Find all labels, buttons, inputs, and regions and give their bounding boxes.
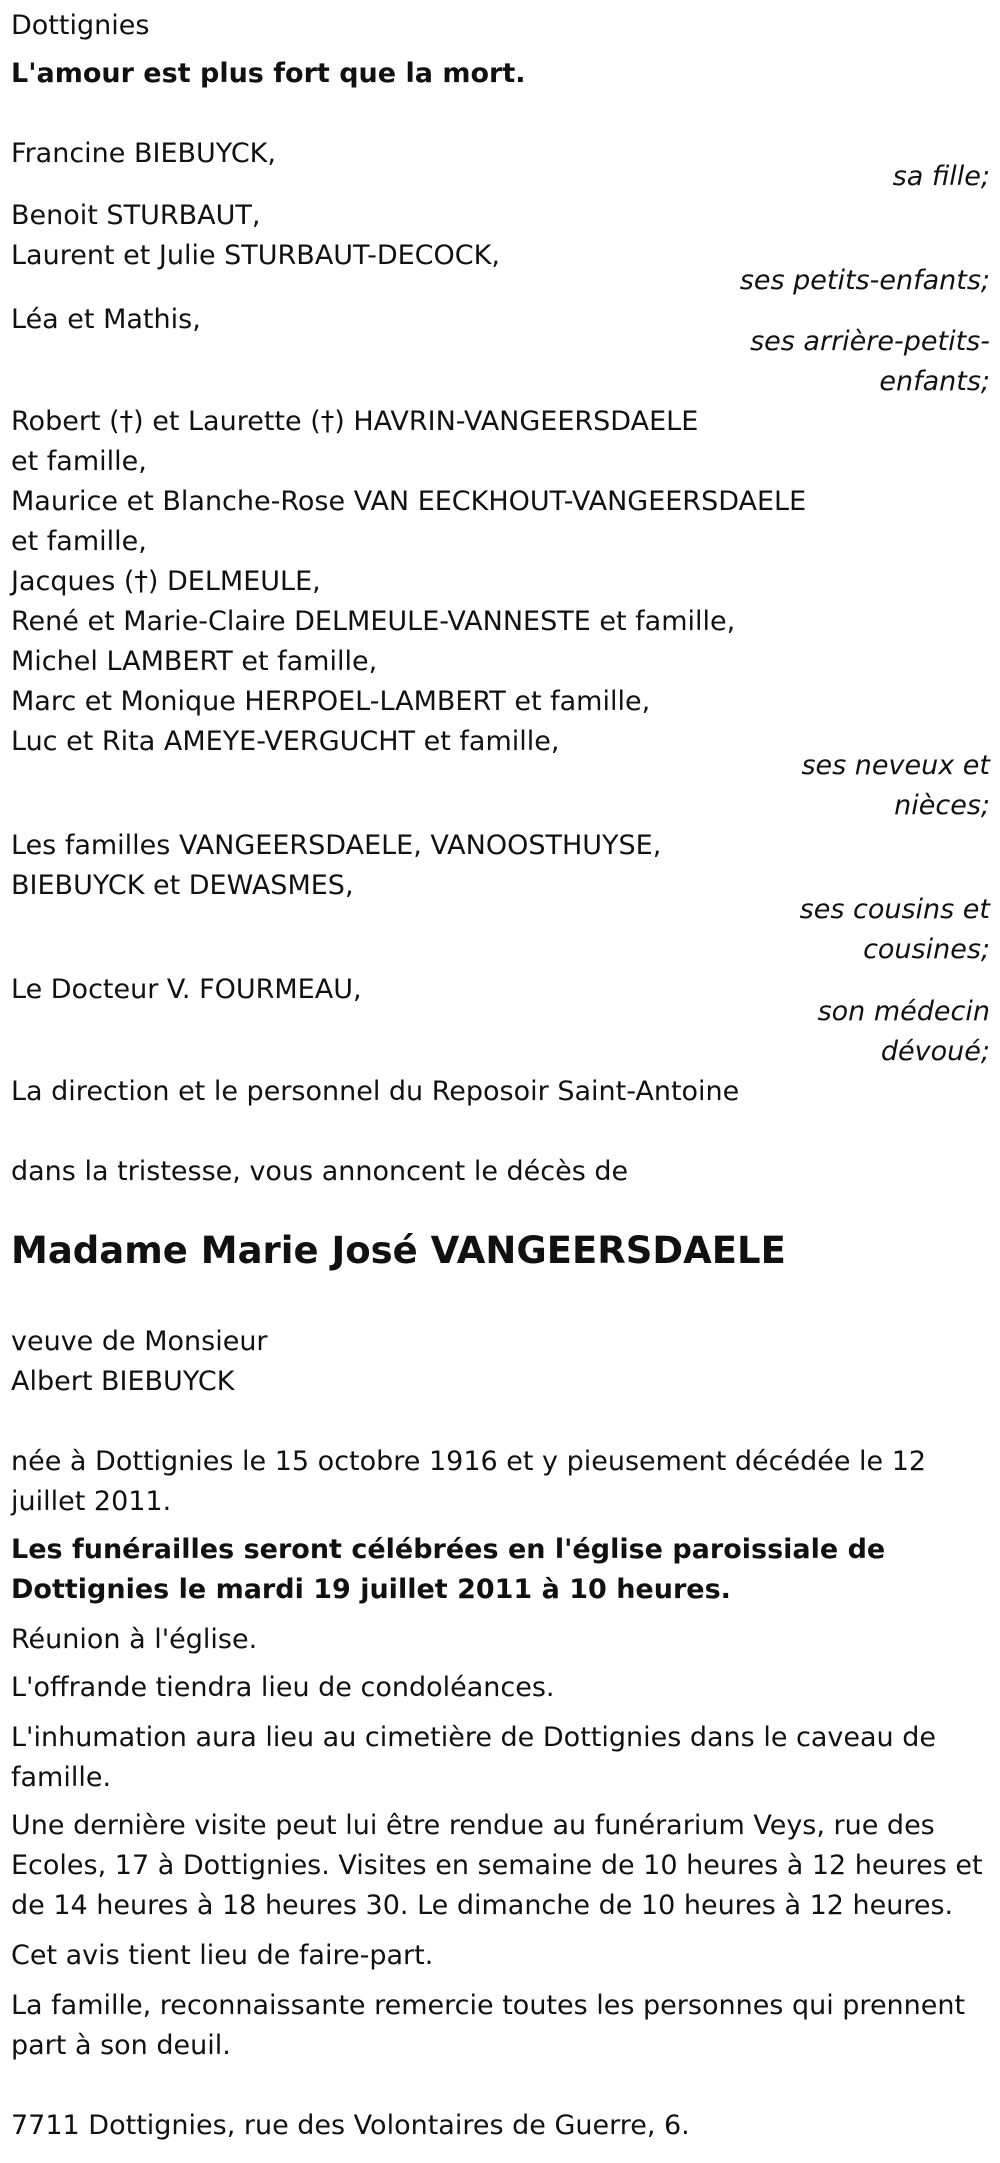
great-grandchildren-name: Léa et Mathis,: [11, 304, 201, 335]
grandchild-name: Benoit STURBAUT,: [11, 200, 261, 231]
doctor-role-line: son médecin: [817, 996, 990, 1027]
nephew-line: et famille,: [11, 446, 147, 477]
cousins-role-line: cousines;: [863, 934, 990, 965]
cousins-role-line: ses cousins et: [799, 894, 990, 925]
nephews-role-line: ses neveux et: [801, 750, 990, 781]
nephew-line: René et Marie-Claire DELMEULE-VANNESTE et famille,: [11, 606, 736, 637]
announcement-intro: dans la tristesse, vous annoncent le décès de: [11, 1156, 629, 1187]
great-grandchildren-role-line: ses arrière-petits-: [750, 326, 990, 357]
motto: L'amour est plus fort que la mort.: [11, 58, 526, 89]
doctor-name: Le Docteur V. FOURMEAU,: [11, 974, 362, 1005]
nephew-line: Luc et Rita AMEYE-VERGUCHT et famille,: [11, 726, 560, 757]
great-grandchildren-role-line: enfants;: [879, 366, 990, 397]
daughter-role: sa fille;: [892, 161, 990, 192]
widow-line: veuve de Monsieur: [11, 1326, 268, 1357]
cousins-line: BIEBUYCK et DEWASMES,: [11, 870, 354, 901]
nephew-line: Marc et Monique HERPOEL-LAMBERT et famille,: [11, 686, 651, 717]
nephew-line: et famille,: [11, 526, 147, 557]
burial-text: L'inhumation aura lieu au cimetière de Dottignies dans le caveau de famille.: [11, 1722, 936, 1793]
nephew-line: Jacques (†) DELMEULE,: [11, 566, 321, 597]
doctor-role-line: dévoué;: [880, 1036, 990, 1067]
grandchild-name: Laurent et Julie STURBAUT-DECOCK,: [11, 240, 500, 271]
cousins-line: Les familles VANGEERSDAELE, VANOOSTHUYSE,: [11, 830, 662, 861]
address-text: 7711 Dottignies, rue des Volontaires de Guerre, 6.: [11, 2110, 690, 2141]
deceased-name: Madame Marie José VANGEERSDAELE: [11, 1229, 786, 1272]
offering-text: L'offrande tiendra lieu de condoléances.: [11, 1672, 555, 1703]
funeral-text: Les funérailles seront célébrées en l'église paroissiale de Dottignies le mardi 19 juillet 2011 à 10 heures.: [11, 1534, 886, 1605]
staff-line: La direction et le personnel du Reposoir Saint-Antoine: [11, 1076, 740, 1107]
grandchildren-role: ses petits-enfants;: [739, 265, 990, 296]
thanks-text: La famille, reconnaissante remercie toutes les personnes qui prennent part à son deuil.: [11, 1990, 966, 2061]
place-heading: Dottignies: [11, 10, 150, 41]
nephews-role-line: nièces;: [894, 790, 990, 821]
nephew-line: Michel LAMBERT et famille,: [11, 646, 378, 677]
meeting-text: Réunion à l'église.: [11, 1624, 258, 1655]
daughter-name: Francine BIEBUYCK,: [11, 138, 276, 169]
visit-text: Une dernière visite peut lui être rendue au funérarium Veys, rue des Ecoles, 17 à Dottignies. Visites en semaine de 10 heures à 12 heures et de 14 heures à 18 heures 30. Le dimanche de 10 heures à 12 heures.: [11, 1810, 983, 1921]
birth-death-text: née à Dottignies le 15 octobre 1916 et y pieusement décédée le 12 juillet 2011.: [11, 1446, 927, 1517]
nephew-line: Maurice et Blanche-Rose VAN EECKHOUT-VANGEERSDAELE: [11, 486, 807, 517]
notice-text: Cet avis tient lieu de faire-part.: [11, 1940, 434, 1971]
nephew-line: Robert (†) et Laurette (†) HAVRIN-VANGEERSDAELE: [11, 406, 699, 437]
widow-line: Albert BIEBUYCK: [11, 1366, 235, 1397]
